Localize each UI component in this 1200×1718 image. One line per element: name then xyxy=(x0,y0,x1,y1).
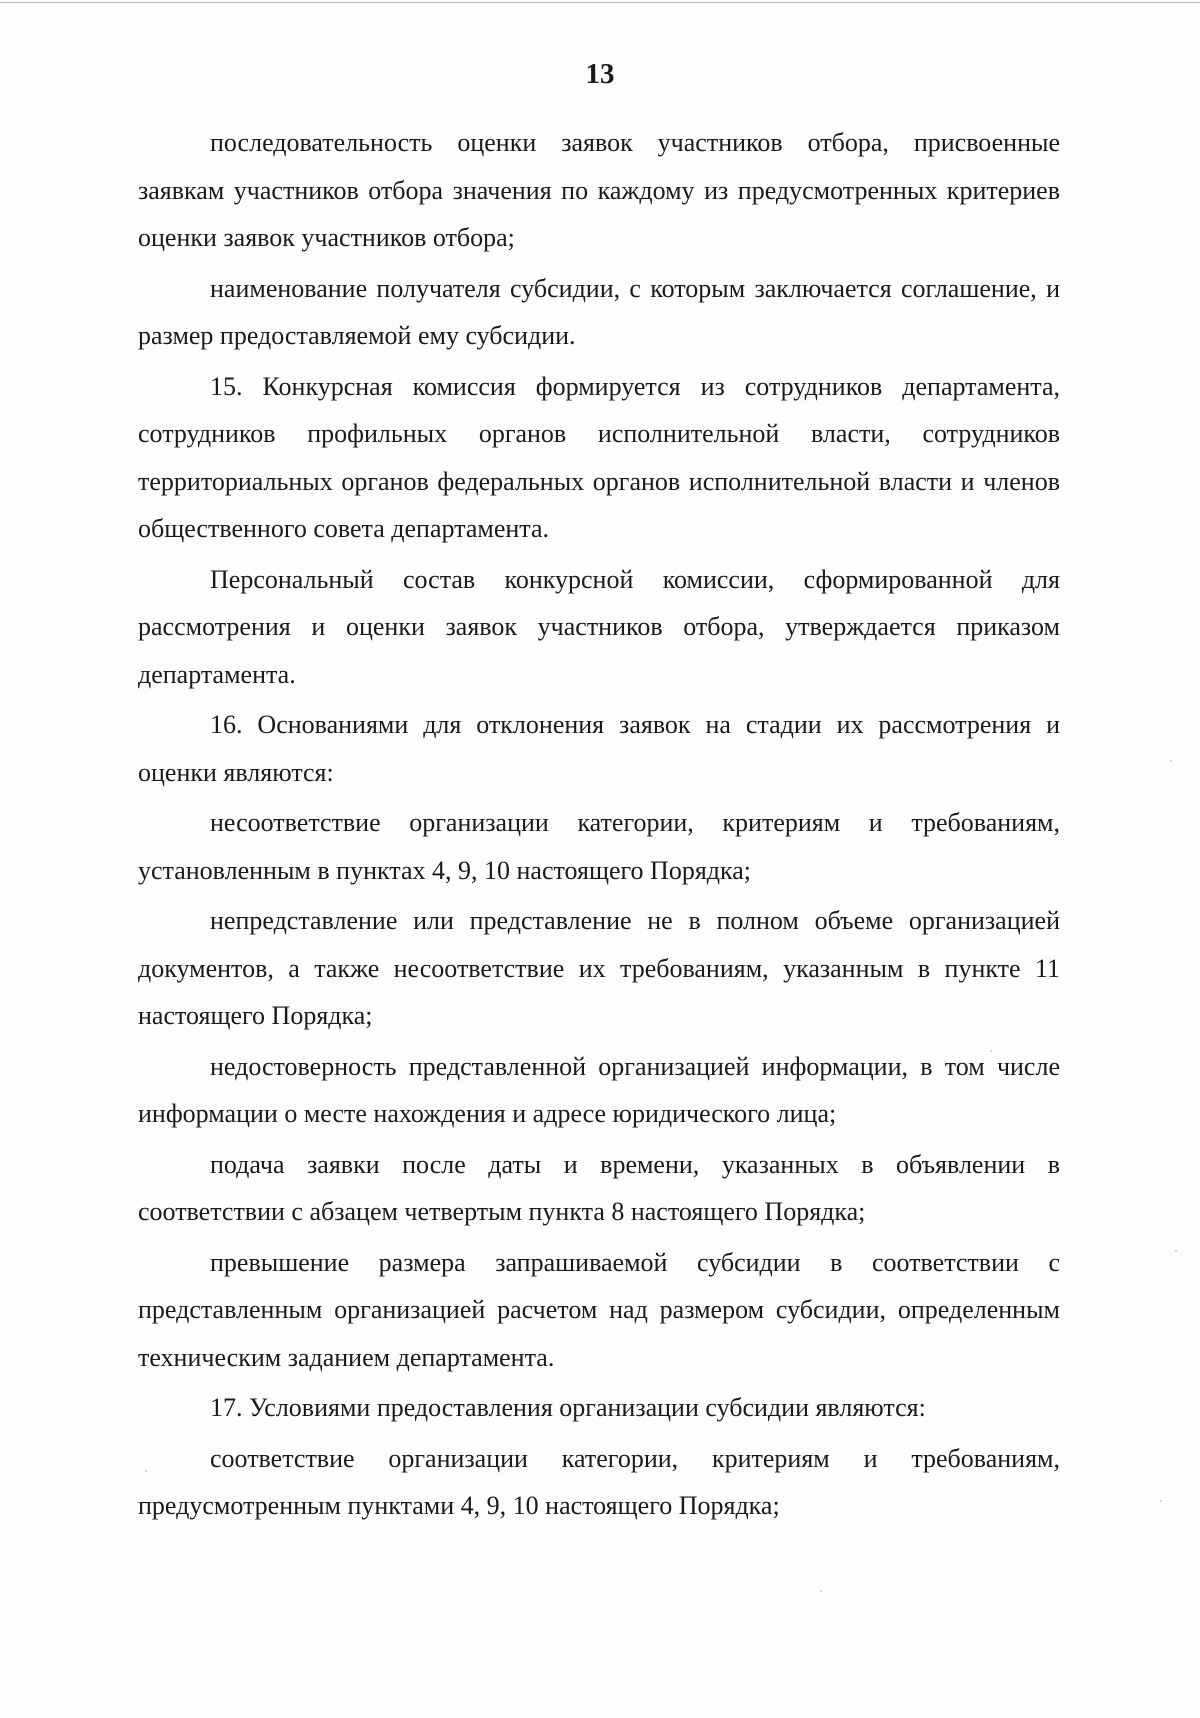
document-body xyxy=(138,119,1060,1530)
paragraph-conformity: соответствие организации категории, критериям и требованиям, предусмотренным пунктами 4, 9, 10 настоящего Порядка; xyxy=(138,1443,1060,1520)
paragraph-excess-amount: превышение размера запрашиваемой субсидии в соответствии с представленным организацией расчетом над размером субсидии, определенным техническим заданием департамента. xyxy=(138,1247,1060,1372)
scan-speck xyxy=(1160,1500,1162,1502)
page-number: 13 xyxy=(585,58,615,90)
scan-speck xyxy=(990,1050,992,1052)
paragraph-16-rejection-grounds: 16. Основаниями для отклонения заявок на стадии их рассмотрения и оценки являются: xyxy=(138,710,1060,787)
paragraph-evaluation-sequence: последовательность оценки заявок участников отбора, присвоенные заявкам участников отбора значения по каждому из предусмотренных критериев оценки заявок участников отбора; xyxy=(138,128,1060,252)
paragraph-recipient-name: наименование получателя субсидии, с которым заключается соглашение, и размер предоставляемой ему субсидии. xyxy=(138,273,1060,350)
scan-speck xyxy=(1175,1250,1177,1252)
paragraph-late-submission: подача заявки после даты и времени, указанных в объявлении в соответствии с абзацем четвертым пункта 8 настоящего Порядка; xyxy=(138,1149,1060,1226)
paragraph-nonconformity: несоответствие организации категории, критериям и требованиям, установленным в пунктах 4, 9, 10 настоящего Порядка; xyxy=(138,808,1060,885)
paragraph-missing-documents: непредставление или представление не в полном объеме организацией документов, а также несоответствие их требованиям, указанным в пункте 11 настоящего Порядка; xyxy=(138,906,1060,1030)
scan-speck xyxy=(145,1470,147,1472)
paragraph-unreliable-info: недостоверность представленной организацией информации, в том числе информации о месте нахождения и адресе юридического лица; xyxy=(138,1051,1060,1128)
scan-speck xyxy=(820,1590,822,1592)
paragraph-17-conditions: 17. Условиями предоставления организации субсидии являются: xyxy=(210,1393,926,1422)
scan-top-edge xyxy=(0,2,1200,3)
paragraph-15-commission: 15. Конкурсная комиссия формируется из сотрудников департамента, сотрудников профильных органов исполнительной власти, сотрудников территориальных органов федеральных органов исполнительной власти и членов общественного совета департамента. xyxy=(138,371,1060,543)
scan-speck xyxy=(1170,760,1172,762)
paragraph-commission-composition: Персональный состав конкурсной комиссии, сформированной для рассмотрения и оценки заявок участников отбора, утверждается приказом департамента. xyxy=(138,564,1060,689)
